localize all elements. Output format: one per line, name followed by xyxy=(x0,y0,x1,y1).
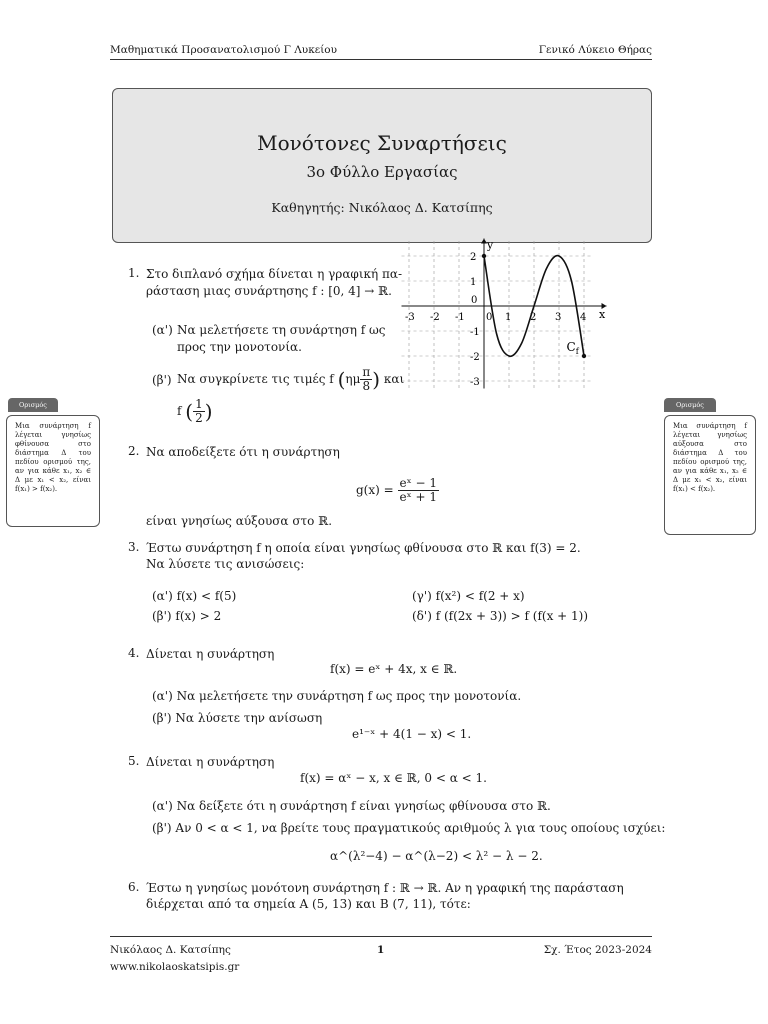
p1-b-pi-frac: $\frac{\pi}{8}$ xyxy=(362,365,371,393)
p1-a-line1: Να μελετήσετε τη συνάρτηση f ως xyxy=(177,323,386,337)
function-graph xyxy=(400,238,612,420)
origin-label: 0 xyxy=(471,295,478,306)
start-point xyxy=(482,254,486,258)
p1-b-label: (β') xyxy=(152,373,172,387)
p2-line1: Να αποδείξετε ότι η συνάρτηση xyxy=(146,445,340,459)
p2-equation xyxy=(356,474,439,506)
x-tick-label: -3 xyxy=(405,312,415,323)
p3-line2: Να λύσετε τις ανισώσεις: xyxy=(146,557,305,571)
p2-number: 2. xyxy=(128,444,140,458)
p1-line1: Στο διπλανό σχήμα δίνεται η γραφική πα- xyxy=(146,267,403,281)
p3-d: (δ') f (f(2x + 3)) > f (f(x + 1)) xyxy=(412,609,589,623)
teacher-name: Καθηγητής: Νικόλαος Δ. Κατσίπης xyxy=(271,200,493,215)
x-tick-label: -1 xyxy=(455,312,465,323)
x-axis-label: x xyxy=(599,308,606,321)
x-tick-label: 0 xyxy=(486,312,493,323)
p1-b-half-frac: $\frac{1}{2}$ xyxy=(195,397,203,425)
title-box xyxy=(112,88,652,243)
p6-number: 6. xyxy=(128,880,140,894)
footer-author: Νικόλαος Δ. Κατσίπης xyxy=(110,944,231,956)
p1-b-text1: Να συγκρίνετε τις τιμές f xyxy=(177,372,334,386)
y-tick-label: -1 xyxy=(470,327,480,338)
footer-website[interactable]: www.nikolaoskatsipis.gr xyxy=(110,961,240,973)
header-rule xyxy=(110,59,652,60)
p4-number: 4. xyxy=(128,646,140,660)
doc-title: Μονότονες Συναρτήσεις xyxy=(257,131,507,155)
page-number: 1 xyxy=(377,944,385,956)
y-tick-label: 1 xyxy=(470,277,477,288)
p1-a-label: (α') xyxy=(152,323,173,337)
left-definition-box xyxy=(6,415,100,527)
p5-equation: f(x) = αˣ − x, x ∈ ℝ, 0 < α < 1. xyxy=(300,771,487,785)
footer-school-year: Σχ. Έτος 2023-2024 xyxy=(543,944,652,956)
p2-fraction: $\frac{\text{eˣ − 1}}{\text{eˣ + 1}}$ xyxy=(399,476,438,504)
y-axis-label: y xyxy=(487,238,494,252)
x-tick-label: 2 xyxy=(530,312,537,323)
y-tick-label: 2 xyxy=(470,252,477,263)
p2-g: g(x) = xyxy=(356,483,394,497)
left-definition-text: Μια συνάρτηση f λέγεται γνησίως φθίνουσα στο διάστημα Δ του πεδίου ορισμού της, αν για κάθε x₁, x₂ ∈ Δ με x₁ < x₂, είναι f(x₁) > f(x₂). xyxy=(15,422,91,493)
p3-line1: Έστω συνάρτηση f η οποία είναι γνησίως φθίνουσα στο ℝ και f(3) = 2. xyxy=(146,541,581,555)
right-definition-text: Μια συνάρτηση f λέγεται γνησίως αύξουσα στο διάστημα Δ του πεδίου ορισμού της, αν για κάθε x₁, x₂ ∈ Δ με x₁ < x₂, είναι f(x₁) < f(x₂). xyxy=(673,422,747,493)
p3-b: (β') f(x) > 2 xyxy=(152,609,222,623)
header-left: Μαθηματικά Προσανατολισμού Γ Λυκείου xyxy=(110,44,338,56)
p1-b-hm: ημ xyxy=(345,372,361,386)
p5-inequality: α^(λ²−4) − α^(λ−2) < λ² − λ − 2. xyxy=(330,849,543,863)
p4-b: (β') Να λύσετε την ανίσωση xyxy=(152,711,323,725)
p4-line1: Δίνεται η συνάρτηση xyxy=(146,647,275,661)
p1-b-line1: Να συγκρίνετε τις τιμές f (ημ $\frac{\pi}{8}$ ) και xyxy=(177,365,405,393)
x-tick-label: -2 xyxy=(430,312,440,323)
p2-line2: είναι γνησίως αύξουσα στο ℝ. xyxy=(146,514,333,528)
footer-rule xyxy=(110,936,652,937)
header-right: Γενικό Λύκειο Θήρας xyxy=(538,44,652,56)
p1-a-line2: προς την μονοτονία. xyxy=(177,340,302,354)
p1-line2: ράσταση μιας συνάρτησης f : [0, 4] → ℝ. xyxy=(146,284,392,298)
p4-equation: f(x) = eˣ + 4x, x ∈ ℝ. xyxy=(330,662,458,676)
p5-b: (β') Αν 0 < α < 1, να βρείτε τους πραγματικούς αριθμούς λ για τους οποίους ισχύει: xyxy=(152,821,666,835)
p6-line1: Έστω η γνησίως μονότονη συνάρτηση f : ℝ → ℝ. Αν η γραφική της παράσταση xyxy=(146,881,624,895)
x-tick-label: 1 xyxy=(505,312,512,323)
p1-number: 1. xyxy=(128,266,140,280)
p5-number: 5. xyxy=(128,754,140,768)
p6-line2: διέρχεται από τα σημεία A (5, 13) και B (7, 11), τότε: xyxy=(146,897,471,911)
y-tick-label: -2 xyxy=(470,352,480,363)
p4-inequality: e¹⁻ˣ + 4(1 − x) < 1. xyxy=(352,727,472,741)
p5-a: (α') Να δείξετε ότι η συνάρτηση f είναι γνησίως φθίνουσα στο ℝ. xyxy=(152,799,551,813)
end-point xyxy=(582,354,586,358)
p1-b-line2: f ( $\frac{1}{2}$ ) xyxy=(177,397,213,425)
right-sidebar-tab: Ορισμός xyxy=(664,398,716,412)
p3-c: (γ') f(x²) < f(2 + x) xyxy=(412,589,525,603)
curve-label: $C_f$ xyxy=(566,340,579,356)
x-tick-label: 4 xyxy=(580,312,587,323)
p4-a: (α') Να μελετήσετε την συνάρτηση f ως προς την μονοτονία. xyxy=(152,689,522,703)
y-tick-label: -3 xyxy=(470,377,480,388)
doc-subtitle: 3ο Φύλλο Εργασίας xyxy=(306,163,458,181)
x-tick-label: 3 xyxy=(555,312,562,323)
p5-line1: Δίνεται η συνάρτηση xyxy=(146,755,275,769)
p1-b-text2: και xyxy=(383,372,405,386)
left-sidebar-tab: Ορισμός xyxy=(8,398,58,412)
p1-b-f: f xyxy=(177,404,182,418)
p3-a: (α') f(x) < f(5) xyxy=(152,589,237,603)
right-definition-box xyxy=(664,415,756,535)
p3-number: 3. xyxy=(128,540,140,554)
